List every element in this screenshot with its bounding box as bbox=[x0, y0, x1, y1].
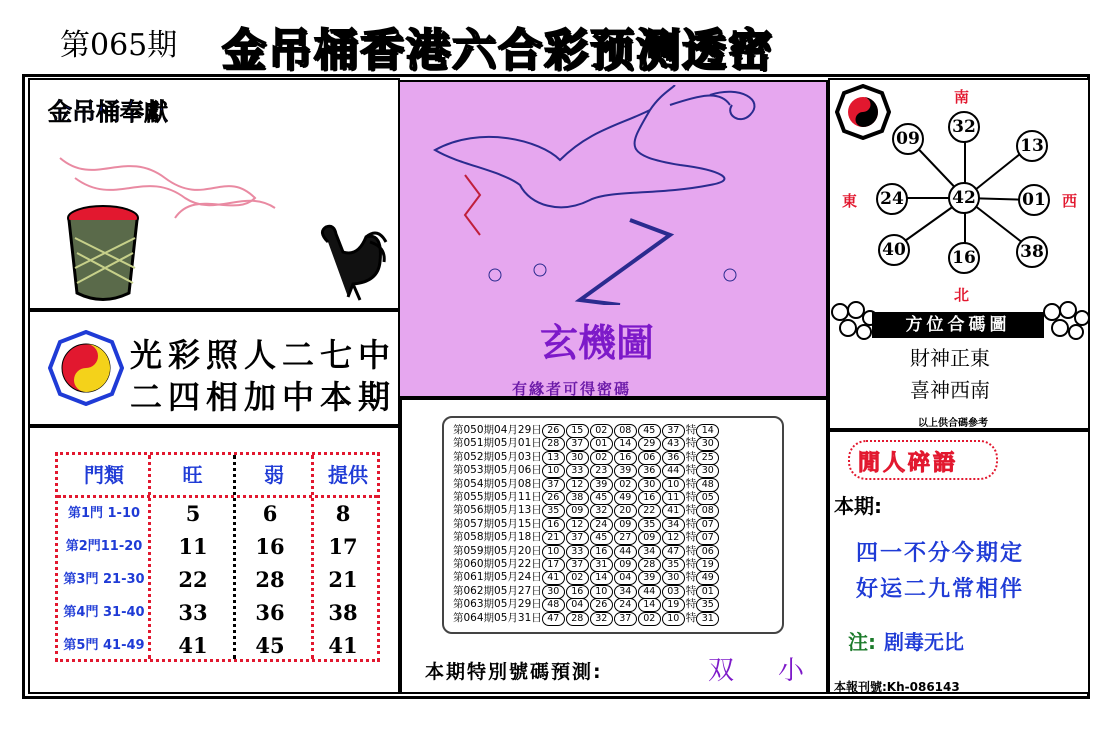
special-marker: 特 bbox=[685, 571, 697, 584]
prediction-label: 本期特別號碼預測: bbox=[425, 661, 603, 683]
history-number: 01 bbox=[590, 437, 613, 451]
history-number: 35 bbox=[662, 558, 685, 572]
history-number: 22 bbox=[638, 504, 661, 518]
history-special-number: 30 bbox=[696, 464, 719, 478]
col-header-type: 門類 bbox=[84, 463, 124, 487]
special-marker: 特 bbox=[685, 544, 697, 557]
table-cell-ruo: 6 bbox=[262, 501, 278, 526]
history-number: 12 bbox=[662, 531, 685, 545]
history-number: 10 bbox=[542, 464, 565, 478]
history-date: 第055期05月11日 bbox=[453, 491, 542, 503]
history-number: 43 bbox=[662, 437, 685, 451]
history-number: 33 bbox=[566, 545, 589, 559]
poem-line-2: 二四相加中本期 bbox=[130, 378, 397, 416]
reference-note: 以上供合碼參考 bbox=[918, 418, 988, 429]
decorative-circles-icon bbox=[1042, 300, 1090, 342]
special-marker: 特 bbox=[685, 504, 697, 517]
compass-number: 24 bbox=[876, 183, 908, 215]
history-number: 04 bbox=[614, 571, 637, 585]
history-number: 44 bbox=[638, 585, 661, 599]
history-number: 10 bbox=[590, 585, 613, 599]
compass-number: 13 bbox=[1016, 130, 1048, 162]
issue-number: 第065期 bbox=[60, 28, 178, 63]
special-marker: 特 bbox=[685, 517, 697, 530]
history-special-number: 48 bbox=[696, 478, 719, 492]
history-number: 09 bbox=[638, 531, 661, 545]
history-number: 34 bbox=[662, 518, 685, 532]
panel-subtitle: 有緣者可得密碼 bbox=[512, 380, 632, 398]
table-cell-tigong: 41 bbox=[328, 633, 358, 658]
page-title: 金吊桶香港六合彩预测透密 bbox=[222, 25, 774, 76]
history-date: 第063期05月29日 bbox=[453, 598, 542, 611]
history-number: 02 bbox=[590, 424, 613, 438]
brand-title: 金吊桶奉獻 bbox=[48, 98, 168, 126]
history-number: 35 bbox=[638, 518, 661, 532]
history-number: 14 bbox=[590, 571, 613, 585]
poem-line-1: 光彩照人二七中 bbox=[130, 336, 397, 374]
history-number: 14 bbox=[638, 598, 661, 612]
history-special-number: 07 bbox=[696, 518, 719, 532]
direction-west: 西 bbox=[1062, 192, 1078, 210]
special-marker: 特 bbox=[685, 584, 697, 597]
history-special-number: 49 bbox=[696, 571, 719, 585]
prediction-value: 双 bbox=[708, 656, 735, 686]
history-date: 第061期05月24日 bbox=[453, 571, 542, 584]
history-number: 37 bbox=[542, 478, 565, 492]
history-number: 37 bbox=[566, 437, 589, 451]
special-marker: 特 bbox=[685, 531, 697, 544]
history-number: 10 bbox=[662, 478, 685, 492]
history-number: 02 bbox=[638, 612, 661, 626]
history-number: 13 bbox=[542, 451, 565, 465]
caishen-text: 財神正東 bbox=[910, 346, 990, 370]
xishen-text: 喜神西南 bbox=[910, 378, 990, 402]
history-number: 09 bbox=[614, 558, 637, 572]
benqi-label: 本期: bbox=[834, 494, 882, 518]
history-number: 32 bbox=[590, 612, 613, 626]
history-number: 37 bbox=[614, 612, 637, 626]
direction-east: 東 bbox=[842, 192, 858, 210]
decorative-circles-icon bbox=[830, 300, 878, 342]
history-number: 28 bbox=[542, 437, 565, 451]
history-number: 23 bbox=[590, 464, 613, 478]
history-number: 39 bbox=[614, 464, 637, 478]
history-number: 04 bbox=[566, 598, 589, 612]
door-table bbox=[55, 452, 380, 662]
history-number: 15 bbox=[566, 424, 589, 438]
history-number: 28 bbox=[566, 612, 589, 626]
history-number: 47 bbox=[662, 545, 685, 559]
history-number: 16 bbox=[566, 585, 589, 599]
history-special-number: 14 bbox=[696, 424, 719, 438]
history-number: 21 bbox=[542, 531, 565, 545]
history-number: 09 bbox=[614, 518, 637, 532]
compass-number: 42 bbox=[948, 182, 980, 214]
history-special-number: 25 bbox=[696, 451, 719, 465]
history-date: 第051期05月01日 bbox=[453, 437, 542, 450]
history-number: 47 bbox=[542, 612, 565, 626]
history-special-number: 31 bbox=[696, 612, 719, 626]
panel-title: 玄機圖 bbox=[540, 320, 655, 365]
history-number: 41 bbox=[542, 571, 565, 585]
history-number: 10 bbox=[662, 612, 685, 626]
history-number: 49 bbox=[614, 491, 637, 505]
table-cell-ruo: 28 bbox=[255, 567, 285, 592]
table-row-label: 第1門 1-10 bbox=[67, 506, 141, 521]
compass-number: 09 bbox=[892, 123, 924, 155]
history-number: 37 bbox=[566, 558, 589, 572]
history-number: 35 bbox=[542, 504, 565, 518]
history-date: 第050期04月29日 bbox=[453, 424, 542, 436]
direction-south: 南 bbox=[954, 88, 970, 106]
tip-line-1: 四一不分今期定 bbox=[856, 541, 1025, 566]
history-number: 02 bbox=[566, 571, 589, 585]
history-number: 16 bbox=[638, 491, 661, 505]
note-text: 剧毒无比 bbox=[884, 630, 964, 654]
table-cell-ruo: 45 bbox=[255, 633, 285, 658]
history-number: 30 bbox=[638, 478, 661, 492]
history-number: 45 bbox=[590, 531, 613, 545]
table-cell-ruo: 36 bbox=[255, 600, 285, 625]
special-marker: 特 bbox=[685, 558, 697, 570]
special-marker: 特 bbox=[685, 437, 697, 450]
table-cell-ruo: 16 bbox=[255, 534, 285, 559]
history-number: 45 bbox=[638, 424, 661, 438]
history-number: 41 bbox=[662, 504, 685, 518]
history-number: 02 bbox=[590, 451, 613, 465]
history-date: 第056期05月13日 bbox=[453, 504, 542, 517]
history-number: 34 bbox=[614, 585, 637, 599]
history-number: 26 bbox=[542, 424, 565, 438]
history-number: 09 bbox=[566, 504, 589, 518]
history-number: 31 bbox=[590, 558, 613, 572]
table-row-label: 第3門 21-30 bbox=[63, 572, 145, 587]
history-number: 02 bbox=[614, 478, 637, 492]
history-number: 39 bbox=[590, 478, 613, 492]
compass-number: 01 bbox=[1018, 184, 1050, 216]
history-number: 11 bbox=[662, 491, 685, 505]
compass-number: 40 bbox=[878, 234, 910, 266]
tip-line-2: 好运二九常相伴 bbox=[856, 577, 1025, 602]
history-number: 26 bbox=[542, 491, 565, 505]
paper-id: 本報刊號:Kh-086143 bbox=[834, 680, 960, 694]
history-number: 36 bbox=[662, 451, 685, 465]
table-cell-tigong: 8 bbox=[335, 501, 351, 526]
history-special-number: 08 bbox=[696, 504, 719, 518]
history-number: 17 bbox=[542, 558, 565, 572]
history-number: 12 bbox=[566, 478, 589, 492]
compass-number: 38 bbox=[1016, 236, 1048, 268]
table-cell-wang: 5 bbox=[185, 501, 201, 526]
table-cell-wang: 41 bbox=[178, 633, 208, 658]
table-row-label: 第4門 31-40 bbox=[63, 605, 145, 620]
history-special-number: 35 bbox=[696, 598, 719, 612]
history-number: 30 bbox=[566, 451, 589, 465]
history-number: 24 bbox=[590, 518, 613, 532]
history-date: 第059期05月20日 bbox=[453, 544, 542, 557]
table-cell-wang: 33 bbox=[178, 600, 208, 625]
history-number: 03 bbox=[662, 585, 685, 599]
prediction-value: 小 bbox=[778, 656, 805, 686]
special-marker: 特 bbox=[685, 464, 697, 477]
compass-number: 32 bbox=[948, 111, 980, 143]
history-number: 48 bbox=[542, 598, 565, 612]
history-number: 36 bbox=[638, 464, 661, 478]
history-number: 30 bbox=[542, 585, 565, 599]
history-date: 第057期05月15日 bbox=[453, 517, 542, 530]
history-number: 16 bbox=[542, 518, 565, 532]
history-number: 06 bbox=[638, 451, 661, 465]
history-number: 39 bbox=[638, 571, 661, 585]
note-label: 注: bbox=[848, 630, 876, 654]
yin-yang-icon bbox=[48, 330, 124, 406]
history-number: 16 bbox=[614, 451, 637, 465]
table-cell-wang: 11 bbox=[178, 534, 208, 559]
history-number: 37 bbox=[662, 424, 685, 438]
history-number: 19 bbox=[662, 598, 685, 612]
history-row bbox=[453, 610, 720, 626]
table-cell-tigong: 17 bbox=[328, 534, 358, 559]
table-cell-tigong: 38 bbox=[328, 600, 358, 625]
special-marker: 特 bbox=[685, 611, 697, 624]
special-marker: 特 bbox=[685, 450, 697, 463]
table-cell-wang: 22 bbox=[178, 567, 208, 592]
history-special-number: 05 bbox=[696, 491, 719, 505]
history-special-number: 01 bbox=[696, 585, 719, 599]
history-number: 34 bbox=[638, 545, 661, 559]
history-date: 第054期05月08日 bbox=[453, 477, 542, 490]
history-number: 32 bbox=[590, 504, 613, 518]
direction-north: 北 bbox=[954, 286, 970, 304]
rooster-illustration bbox=[308, 222, 388, 304]
compass-number: 16 bbox=[948, 242, 980, 274]
history-number: 14 bbox=[614, 437, 637, 451]
table-cell-tigong: 21 bbox=[328, 567, 358, 592]
history-number: 29 bbox=[638, 437, 661, 451]
history-number: 30 bbox=[662, 571, 685, 585]
special-marker: 特 bbox=[685, 424, 697, 436]
bird-illustration bbox=[420, 85, 790, 305]
history-number: 38 bbox=[566, 491, 589, 505]
history-number: 33 bbox=[566, 464, 589, 478]
special-marker: 特 bbox=[685, 491, 697, 503]
history-date: 第060期05月22日 bbox=[453, 558, 542, 570]
fangwei-title: 方位合碼圖 bbox=[872, 312, 1044, 338]
bucket-illustration bbox=[55, 148, 285, 308]
talk-title: 閒人碎語 bbox=[858, 451, 959, 476]
col-header-ruo: 弱 bbox=[264, 463, 284, 487]
history-number: 24 bbox=[614, 598, 637, 612]
history-number: 44 bbox=[614, 545, 637, 559]
history-special-number: 06 bbox=[696, 545, 719, 559]
history-special-number: 07 bbox=[696, 531, 719, 545]
col-header-tigong: 提供 bbox=[328, 463, 368, 487]
history-number: 27 bbox=[614, 531, 637, 545]
history-number: 44 bbox=[662, 464, 685, 478]
special-marker: 特 bbox=[685, 477, 697, 490]
history-number: 37 bbox=[566, 531, 589, 545]
history-date: 第062期05月27日 bbox=[453, 584, 542, 597]
history-date: 第053期05月06日 bbox=[453, 464, 542, 477]
table-row-label: 第5門 41-49 bbox=[63, 638, 145, 653]
table-row-label: 第2門11-20 bbox=[65, 539, 143, 554]
history-number: 08 bbox=[614, 424, 637, 438]
col-header-wang: 旺 bbox=[182, 463, 203, 487]
history-number: 12 bbox=[566, 518, 589, 532]
history-number: 28 bbox=[638, 558, 661, 572]
history-date: 第064期05月31日 bbox=[453, 611, 542, 624]
history-number: 26 bbox=[590, 598, 613, 612]
history-number: 10 bbox=[542, 545, 565, 559]
history-date: 第058期05月18日 bbox=[453, 531, 542, 544]
history-special-number: 30 bbox=[696, 437, 719, 451]
history-number: 16 bbox=[590, 545, 613, 559]
history-date: 第052期05月03日 bbox=[453, 450, 542, 463]
history-number: 45 bbox=[590, 491, 613, 505]
special-marker: 特 bbox=[685, 598, 697, 611]
history-number: 20 bbox=[614, 504, 637, 518]
history-special-number: 19 bbox=[696, 558, 719, 572]
